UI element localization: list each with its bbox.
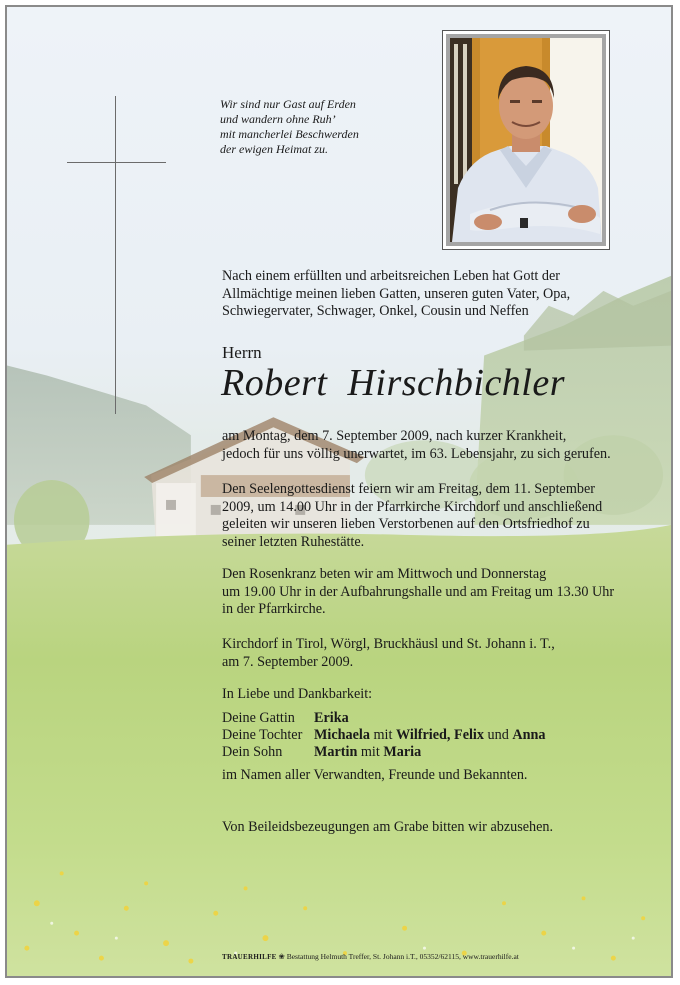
death-line: am Montag, dem 7. September 2009, nach kurzer Krankheit, xyxy=(222,428,567,444)
mass-line: 2009, um 14.00 Uhr in der Pfarrkirche Kirchdorf und anschließend xyxy=(222,498,603,515)
cross-symbol xyxy=(115,96,116,414)
cross-symbol-bar xyxy=(67,162,166,163)
family-name: Martin xyxy=(314,744,358,760)
footer xyxy=(222,952,519,961)
first-name: Robert xyxy=(221,362,328,404)
death-notice xyxy=(222,428,662,463)
footer-logo-icon: ❀ xyxy=(278,952,285,961)
intro-text xyxy=(222,268,662,321)
family-name: Erika xyxy=(314,710,349,726)
rosary-notice xyxy=(222,566,662,619)
death-line: jedoch für uns völlig unerwartet, im 63. Lebensjahr, zu sich gerufen. xyxy=(222,445,611,462)
rosary-line: um 19.00 Uhr in der Aufbahrungshalle und am Freitag um 13.30 Uhr xyxy=(222,583,615,600)
mass-line: seiner letzten Ruhestätte. xyxy=(222,533,365,550)
family-name: Michaela xyxy=(314,727,370,743)
mass-line: geleiten wir unseren lieben Verstorbenen auf den Ortsfriedhof zu xyxy=(222,516,590,532)
rosary-line: Den Rosenkranz beten wir am Mittwoch und Donnerstag xyxy=(222,566,547,582)
poem-line: und wandern ohne Ruh’ xyxy=(220,112,336,126)
funeral-mass xyxy=(222,481,662,551)
connector: und xyxy=(487,727,509,743)
last-name: Hirschbichler xyxy=(347,362,566,404)
family-name: Maria xyxy=(383,744,422,760)
connector: mit xyxy=(373,727,393,743)
place-line: am 7. September 2009. xyxy=(222,653,354,670)
family-son xyxy=(222,744,421,762)
poem-line: der ewigen Heimat zu. xyxy=(220,142,328,156)
intro-line: Allmächtige meinen lieben Gatten, unseren guten Vater, Opa, xyxy=(222,285,571,302)
family-name: Anna xyxy=(512,727,546,743)
place-line: Kirchdorf in Tirol, Wörgl, Bruckhäusl und St. Johann i. T., xyxy=(222,636,555,652)
family-daughter xyxy=(222,727,545,745)
family-heading: In Liebe und Dankbarkeit: xyxy=(222,686,373,702)
family-closing: im Namen aller Verwandten, Freunde und Bekannten. xyxy=(222,767,528,783)
connector: mit xyxy=(360,744,380,760)
relation-label: Dein Sohn xyxy=(222,744,283,760)
portrait-image xyxy=(450,38,602,242)
portrait-frame xyxy=(442,30,610,250)
family-wife xyxy=(222,710,349,728)
condolence-note: Von Beileidsbezeugungen am Grabe bitten wir abzusehen. xyxy=(222,819,554,835)
relation-label: Deine Gattin xyxy=(222,710,295,726)
place-and-date xyxy=(222,636,662,671)
poem-line: Wir sind nur Gast auf Erden xyxy=(220,97,356,111)
footer-details: Bestattung Helmuth Treffer, St. Johann i.T., 05352/62115, www.trauerhilfe.at xyxy=(286,952,519,961)
salutation: Herrn xyxy=(222,343,262,362)
intro-line: Schwiegervater, Schwager, Onkel, Cousin und Neffen xyxy=(222,303,529,319)
mass-line: Den Seelengottesdienst feiern wir am Freitag, dem 11. September xyxy=(222,481,595,497)
footer-brand: TRAUERHILFE xyxy=(222,953,277,961)
poem xyxy=(220,97,440,157)
deceased-name xyxy=(221,361,565,405)
poem-line: mit mancherlei Beschwerden xyxy=(220,127,359,141)
intro-line: Nach einem erfüllten und arbeitsreichen Leben hat Gott der xyxy=(222,268,560,284)
relation-label: Deine Tochter xyxy=(222,727,303,743)
family-name: Wilfried, Felix xyxy=(395,727,484,743)
portrait-photo xyxy=(446,34,606,246)
rosary-line: in der Pfarrkirche. xyxy=(222,601,326,617)
